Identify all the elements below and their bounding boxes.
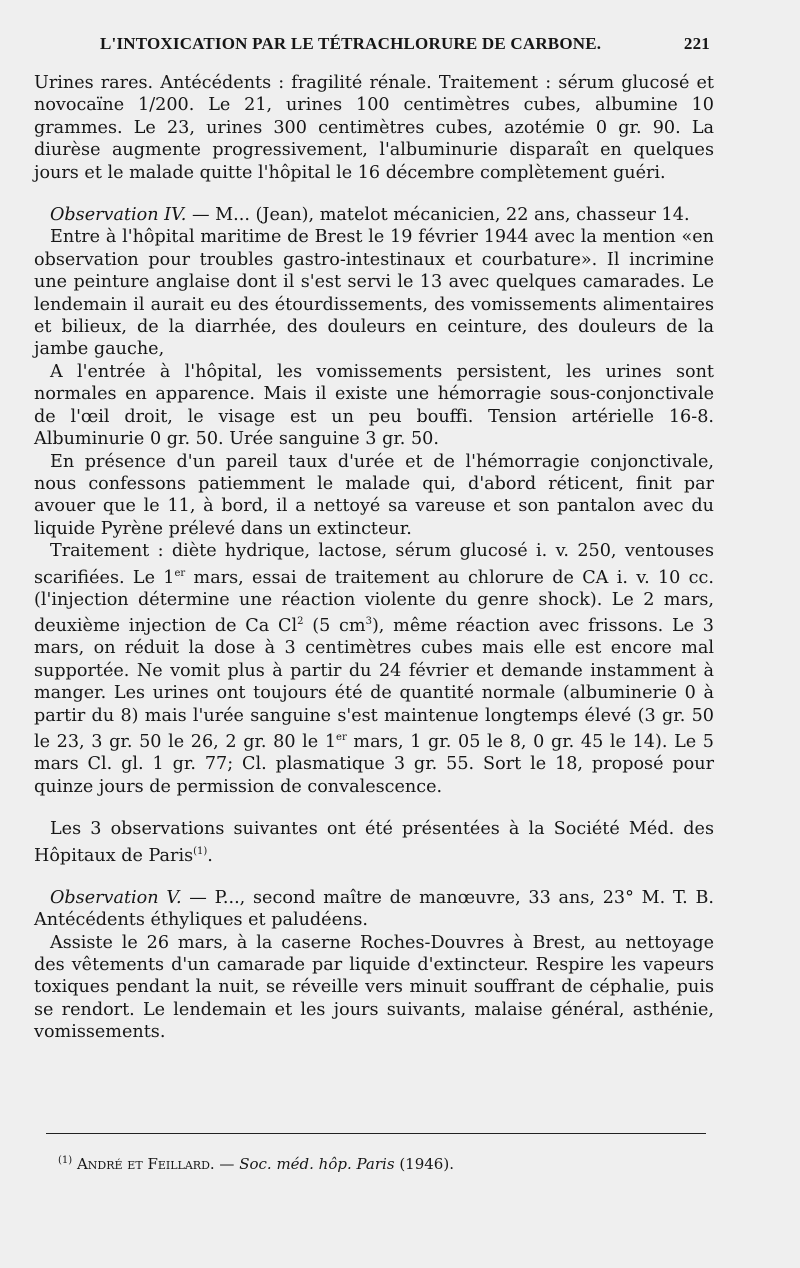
footnote-rule <box>46 1133 706 1134</box>
footnote-reference: (1) <box>193 845 208 857</box>
superscript-2: 2 <box>297 616 304 628</box>
paragraph-6 <box>34 818 714 867</box>
paragraph-5-part-c: (5 cm <box>303 616 366 637</box>
footnote-year: (1946). <box>394 1155 454 1173</box>
paragraph-5-part-e: mars, 1 gr. 05 le 8, 0 gr. 45 le 14). Le 5 mars Cl. gl. 1 gr. 77; Cl. plasmatique 3 gr. 55. Sort le 18, proposé pour quinze jours de permission de convalescence. <box>34 731 714 797</box>
running-title: L'INTOXICATION PAR LE TÉTRACHLORURE DE CARBONE. <box>100 34 602 53</box>
paragraph-5-part-b: mars, essai de traitement au chlorure de CA i. v. 10 cc. (l'injection détermine une réaction violente du genre shock). Le 2 mars, deuxième injection de Ca Cl <box>34 567 714 637</box>
paragraph-2: Entre à l'hôpital maritime de Brest le 19 février 1944 avec la mention «en observation pour troubles gastro-intestinaux et courbature». Il incrimine une peinture anglaise dont il s'est servi le 13 avec quelques camarades. Le lendemain il aurait eu des étourdissements, des vomissements alimentaires et bilieux, de la diarrhée, des douleurs en ceinture, des douleurs de la jambe gauche, <box>34 227 714 360</box>
observation-5-label: Observation V. <box>50 887 182 908</box>
observation-4-label: Observation IV. <box>50 205 187 226</box>
superscript-er-2: er <box>336 732 347 744</box>
footnote-authors: André et Feillard. <box>76 1155 215 1173</box>
paragraph-4: En présence d'un pareil taux d'urée et de l'hémorragie conjonctivale, nous confessons patiemment le malade qui, d'abord réticent, finit par avouer que le 11, à bord, il a nettoyé sa vareuse et son pantalon avec du liquide Pyrène prélevé dans un extincteur. <box>34 451 714 539</box>
running-header <box>100 34 710 54</box>
footnote-dash: — <box>214 1155 240 1173</box>
paragraph-6-part-a: Les 3 observations suivantes ont été présentées à la Société Méd. des Hôpitaux de Paris <box>34 819 714 866</box>
footnote-journal: Soc. méd. hôp. Paris <box>239 1155 395 1173</box>
paragraph-6-part-b: . <box>207 845 213 866</box>
superscript-3: 3 <box>365 616 372 628</box>
page-number: 221 <box>683 34 710 53</box>
paragraph-5 <box>34 540 714 798</box>
paragraph-5-part-a: Traitement : diète hydrique, lactose, sérum glucosé i. v. 250, ventouses scarifiées. Le 1 <box>34 541 714 588</box>
superscript-er-1: er <box>174 567 186 579</box>
observation-5-intro: — P..., second maître de manœuvre, 33 ans, 23° M. T. B. Antécédents éthyliques et paludéens. <box>34 887 714 931</box>
observation-5-heading <box>34 887 714 932</box>
footnote <box>58 1155 454 1173</box>
paragraph-3: A l'entrée à l'hôpital, les vomissements persistent, les urines sont normales en apparence. Mais il existe une hémorragie sous-conjonctivale de l'œil droit, le visage est un peu bouffi. Tension artérielle 16-8. Albuminurie 0 gr. 50. Urée sanguine 3 gr. 50. <box>34 361 714 450</box>
observation-4-heading <box>34 204 714 226</box>
paragraph-5-part-d: ), même réaction avec frissons. Le 3 mars, on réduit la dose à 3 centimètres cubes mais elle est encore mal supportée. Ne vomit plus à partir du 24 février et demande instamment à manger. Les urines ont toujours été de quantité normale (albuminerie 0 à partir du 8) mais l'urée sanguine s'est maintenue longtemps élevé (3 gr. 50 le 23, 3 gr. 50 le 26, 2 gr. 80 le 1 <box>34 616 715 752</box>
body-text <box>34 72 714 1044</box>
paragraph-7: Assiste le 26 mars, à la caserne Roches-Douvres à Brest, au nettoyage des vêtements d'un camarade par liquide d'extincteur. Respire les vapeurs toxiques pendant la nuit, se réveille vers minuit souffrant de céphalie, puis se rendort. Le lendemain et les jours suivants, malaise général, asthénie, vomissements. <box>34 932 714 1043</box>
observation-4-intro: — M... (Jean), matelot mécanicien, 22 ans, chasseur 14. <box>186 205 690 226</box>
paragraph-1: Urines rares. Antécédents : fragilité rénale. Traitement : sérum glucosé et novocaïne 1/200. Le 21, urines 100 centimètres cubes, albumine 10 grammes. Le 23, urines 300 centimètres cubes, azotémie 0 gr. 90. La diurèse augmente progressivement, l'albuminurie disparaît en quelques jours et le malade quitte l'hôpital le 16 décembre complètement guéri. <box>34 73 714 183</box>
footnote-marker: (1) <box>58 1155 73 1166</box>
